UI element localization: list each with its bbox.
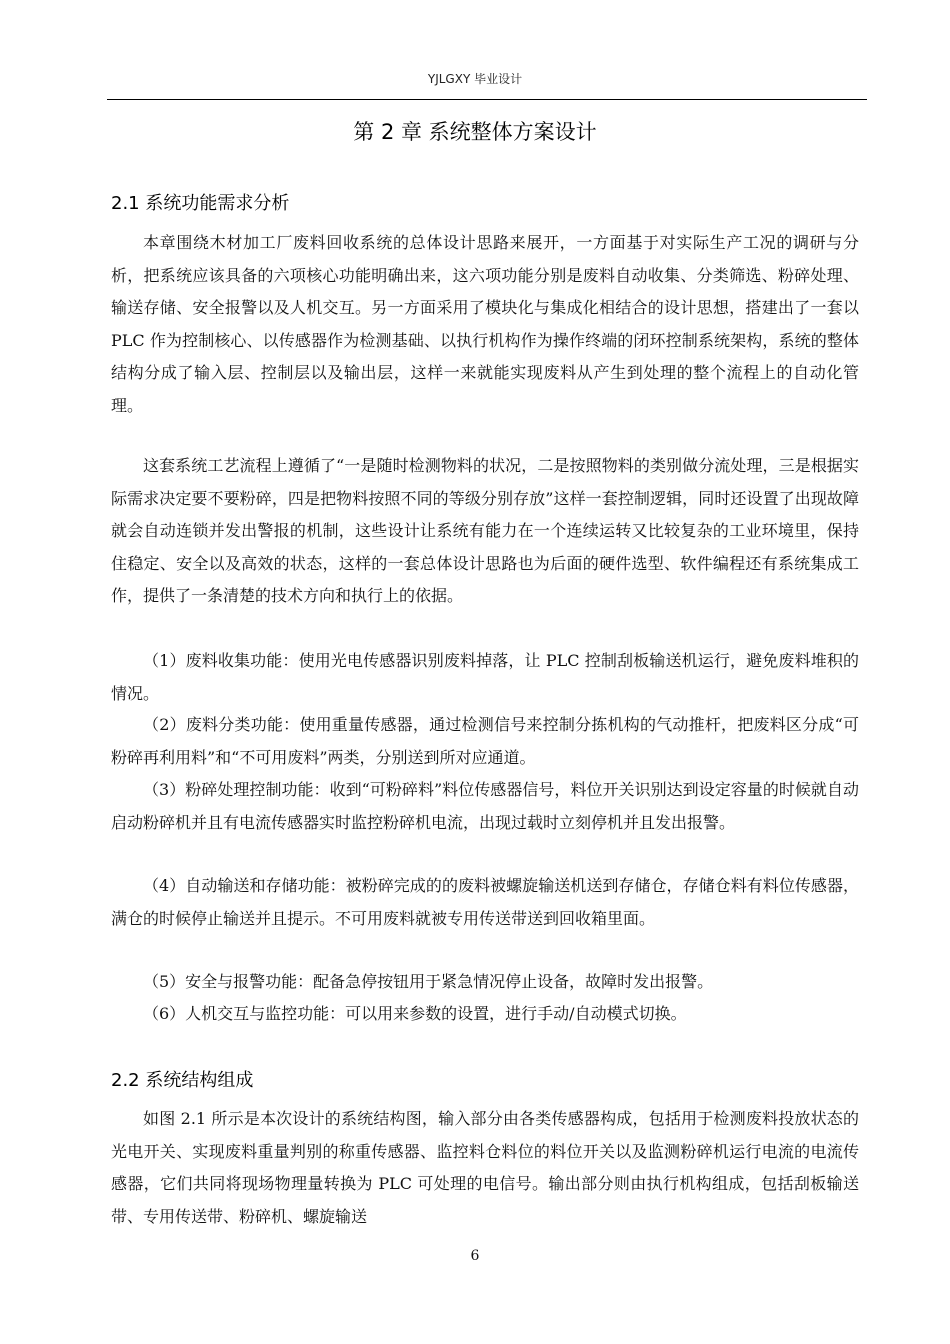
list-item: （1）废料收集功能：使用光电传感器识别废料掉落，让 PLC 控制刮板输送机运行，避免废料堆积的情况。: [111, 651, 859, 703]
list-item: （2）废料分类功能：使用重量传感器，通过检测信号来控制分拣机构的气动推杆，把废料区分成“可粉碎再利用料”和“不可用废料”两类，分别送到所对应通道。: [111, 715, 859, 767]
list-item: （4）自动输送和存储功能：被粉碎完成的的废料被螺旋输送机送到存储仓，存储仓料有料位传感器，满仓的时候停止输送并且提示。不可用废料就被专用传送带送到回收箱里面。: [111, 876, 859, 928]
list-item: （5）安全与报警功能：配备急停按钮用于紧急情况停止设备，故障时发出报警。: [143, 972, 714, 991]
page-number: 6: [470, 1248, 480, 1264]
paragraph: 如图 2.1 所示是本次设计的系统结构图，输入部分由各类传感器构成，包括用于检测废料投放状态的光电开关、实现废料重量判别的称重传感器、监控料仓料位的料位开关以及监测粉碎机运行电流的电流传感器，它们共同将现场物理量转换为 PLC 可处理的电信号。输出部分则由执行机构组成，包括刮板输送带、专用传送带、粉碎机、螺旋输送: [111, 1109, 859, 1226]
paragraph: 本章围绕木材加工厂废料回收系统的总体设计思路来展开，一方面基于对实际生产工况的调研与分析，把系统应该具备的六项核心功能明确出来，这六项功能分别是废料自动收集、分类筛选、粉碎处理、输送存储、安全报警以及人机交互。另一方面采用了模块化与集成化相结合的设计思想，搭建出了一套以 PLC 作为控制核心、以传感器作为检测基础、以执行机构作为操作终端的闭环控制系统架构，系统的整体结构分成了输入层、控制层以及输出层，这样一来就能实现废料从产生到处理的整个流程上的自动化管理。: [111, 233, 859, 415]
page-header: YJLGXY 毕业设计: [427, 72, 523, 86]
section-heading-2-1: 2.1 系统功能需求分析: [111, 193, 290, 214]
paragraph: 这套系统工艺流程上遵循了“一是随时检测物料的状况，二是按照物料的类别做分流处理，三是根据实际需求决定要不要粉碎，四是把物料按照不同的等级分别存放”这样一套控制逻辑，同时还设置了出现故障就会自动连锁并发出警报的机制，这些设计让系统有能力在一个连续运转又比较复杂的工业环境里，保持住稳定、安全以及高效的状态，这样的一套总体设计思路也为后面的硬件选型、软件编程还有系统集成工作，提供了一条清楚的技术方向和执行上的依据。: [111, 456, 859, 606]
section-heading-2-2: 2.2 系统结构组成: [111, 1070, 254, 1091]
list-item: （6）人机交互与监控功能：可以用来参数的设置，进行手动/自动模式切换。: [143, 1004, 687, 1023]
header-divider: [107, 99, 867, 100]
list-item: （3）粉碎处理控制功能：收到“可粉碎料”料位传感器信号，料位开关识别达到设定容量的时候就自动启动粉碎机并且有电流传感器实时监控粉碎机电流，出现过载时立刻停机并且发出报警。: [111, 780, 859, 832]
chapter-title: 第 2 章 系统整体方案设计: [353, 120, 597, 144]
